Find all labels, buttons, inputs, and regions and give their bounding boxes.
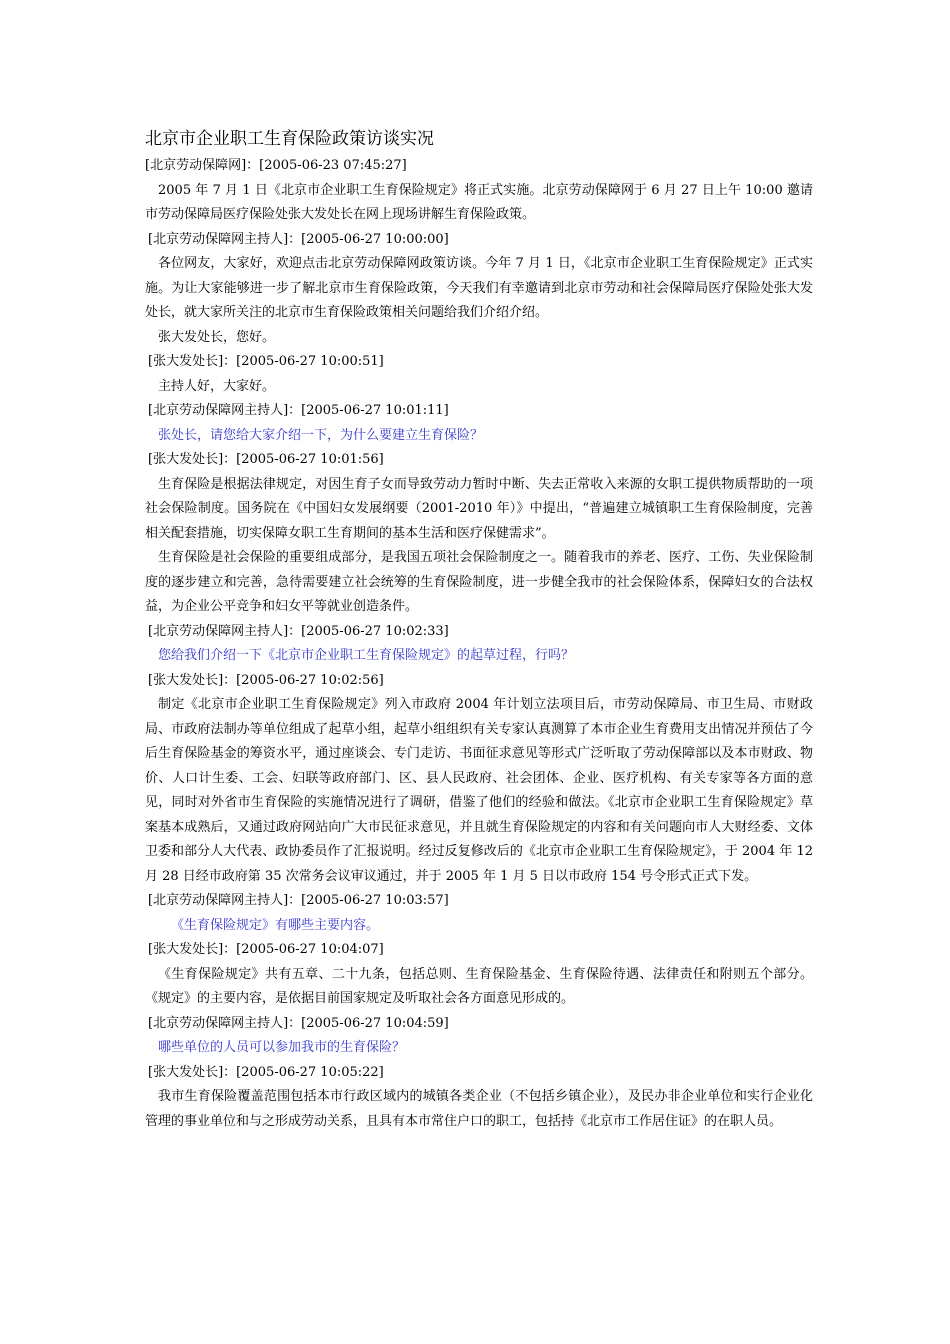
- speaker-timestamp: [张大发处长]：[2005-06-27 10:00:51]: [148, 354, 384, 369]
- transcript-paragraph: 我市生育保险覆盖范围包括本市行政区域内的城镇各类企业（不包括乡镇企业），及民办非企业单位和实行企业化管理的事业单位和与之形成劳动关系，且具有本市常住户口的职工，包括持《北京市工作居住证》的在职人员。: [145, 1089, 813, 1129]
- speaker-timestamp: [张大发处长]：[2005-06-27 10:02:56]: [148, 672, 384, 688]
- host-question: 《生育保险规定》有哪些主要内容。: [171, 917, 380, 933]
- host-question: 您给我们介绍一下《北京市企业职工生育保险规定》的起草过程，行吗？: [158, 648, 575, 663]
- transcript-paragraph: 《生育保险规定》共有五章、二十九条，包括总则、生育保险基金、生育保险待遇、法律责任和附则五个部分。《规定》的主要内容，是依据目前国家规定及听取社会各方面意见形成的。: [145, 966, 813, 1006]
- transcript-paragraph: 主持人好，大家好。: [158, 378, 276, 394]
- transcript-paragraph: 各位网友，大家好，欢迎点击北京劳动保障网政策访谈。今年 7 月 1 日，《北京市企业职工生育保险规定》正式实施。为让大家能够进一步了解北京市生育保险政策，今天我们有幸邀请到北京市劳动和社会保障局医疗保险处张大发处长，就大家所关注的北京市生育保险政策相关问题给我们介绍介绍。: [145, 256, 813, 320]
- speaker-timestamp: [张大发处长]：[2005-06-27 10:04:07]: [148, 942, 384, 957]
- document-title: 北京市企业职工生育保险政策访谈实况: [145, 129, 434, 149]
- host-question: 哪些单位的人员可以参加我市的生育保险？: [158, 1040, 406, 1055]
- speaker-timestamp: [北京劳动保障网主持人]：[2005-06-27 10:02:33]: [148, 623, 449, 639]
- host-question: 张处长，请您给大家介绍一下，为什么要建立生育保险？: [158, 427, 484, 443]
- speaker-timestamp: [北京劳动保障网主持人]：[2005-06-27 10:03:57]: [148, 893, 449, 908]
- speaker-timestamp: [张大发处长]：[2005-06-27 10:05:22]: [148, 1064, 384, 1080]
- document-page: [145, 127, 813, 1134]
- transcript-paragraph: 生育保险是根据法律规定，对因生育子女而导致劳动力暂时中断、失去正常收入来源的女职工提供物质帮助的一项社会保险制度。国务院在《中国妇女发展纲要（2001-2010 年）》中提出，“普遍建立城镇职工生育保险制度，完善相关配套措施，切实保障女职工生育期间的基本生活和医疗保健需求”。: [145, 476, 813, 541]
- speaker-timestamp: [张大发处长]：[2005-06-27 10:01:56]: [148, 452, 384, 467]
- transcript-paragraph: 张大发处长，您好。: [158, 329, 276, 345]
- transcript-paragraph: 2005 年 7 月 1 日《北京市企业职工生育保险规定》将正式实施。北京劳动保障网于 6 月 27 日上午 10:00 邀请市劳动保障局医疗保险处张大发处长在网上现场讲解生育保险政策。: [145, 182, 813, 222]
- speaker-timestamp: [北京劳动保障网主持人]：[2005-06-27 10:01:11]: [148, 403, 449, 418]
- speaker-timestamp: [北京劳动保障网主持人]：[2005-06-27 10:04:59]: [148, 1015, 449, 1031]
- interview-transcript: [145, 179, 813, 1135]
- transcript-paragraph: 制定《北京市企业职工生育保险规定》列入市政府 2004 年计划立法项目后，市劳动保障局、市卫生局、市财政局、市政府法制办等单位组成了起草小组，起草小组组织有关专家认真测算了本市企业生育费用支出情况并预估了今后生育保险基金的筹资水平，通过座谈会、专门走访、书面征求意见等形式广泛听取了劳动保障部以及本市财政、物价、人口计生委、工会、妇联等政府部门、区、县人民政府、社会团体、企业、医疗机构、有关专家等各方面的意见，同时对外省市生育保险的实施情况进行了调研，借鉴了他们的经验和做法。《北京市企业职工生育保险规定》草案基本成熟后，又通过政府网站向广大市民征求意见，并且就生育保险规定的内容和有关问题向市人大财经委、文体卫委和部分人大代表、政协委员作了汇报说明。经过反复修改后的《北京市企业职工生育保险规定》，于 2004 年 12 月 28 日经市政府第 35 次常务会议审议通过，并于 2005 年 1 月 5 日以市政府 154 号令形式正式下发。: [145, 697, 813, 884]
- transcript-paragraph: 生育保险是社会保险的重要组成部分，是我国五项社会保险制度之一。随着我市的养老、医疗、工伤、失业保险制度的逐步建立和完善，急待需要建立社会统筹的生育保险制度，进一步健全我市的社会保险体系，保障妇女的合法权益，为企业公平竞争和妇女平等就业创造条件。: [145, 550, 813, 614]
- source-line: [北京劳动保障网]：[2005-06-23 07:45:27]: [145, 158, 407, 173]
- speaker-timestamp: [北京劳动保障网主持人]：[2005-06-27 10:00:00]: [148, 231, 449, 247]
